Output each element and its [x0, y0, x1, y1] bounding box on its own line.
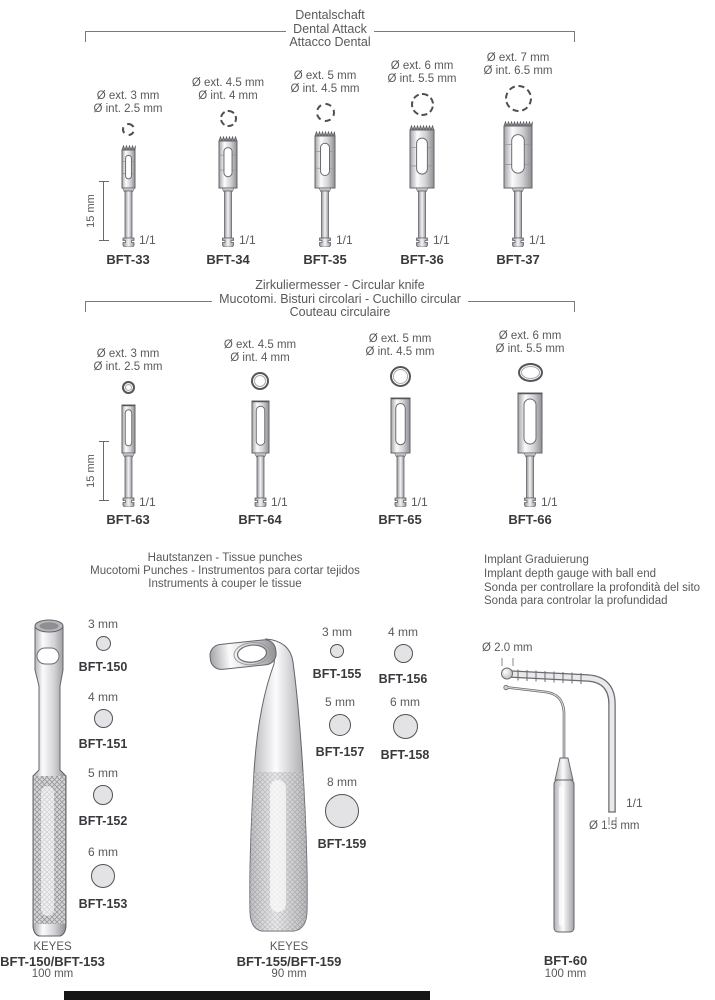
scale-label: 1/1 [239, 233, 256, 247]
punch-size-item [63, 617, 143, 674]
scale-label: 1/1 [271, 495, 288, 509]
product-code: BFT-66 [508, 512, 552, 527]
punch-size-item [63, 845, 143, 911]
punch-size-item [308, 695, 372, 759]
depth-gauge-drawing [470, 630, 700, 940]
title-line: Sonda para controlar la profundidad [484, 595, 668, 608]
diameter-spec [483, 52, 552, 78]
punch-size-item [373, 695, 437, 762]
knife-drawing [249, 399, 272, 507]
ext-diameter: Ø ext. 5 mm [368, 333, 432, 345]
footer-keyes-straight [0, 941, 105, 982]
title-line: Hautstanzen - Tissue punches [141, 552, 310, 565]
title-line: Attacco Dental [282, 36, 377, 50]
product-code: BFT-65 [378, 512, 422, 527]
int-diameter: Ø int. 6.5 mm [483, 65, 553, 77]
title-line: Zirkuliermesser - Circular knife [248, 279, 431, 293]
section-title-depth-gauge [484, 554, 700, 609]
punch-circle [330, 644, 344, 658]
scale-label: 1/1 [411, 495, 428, 509]
punch-circle [325, 794, 359, 828]
ext-diameter: Ø ext. 4.5 mm [191, 77, 265, 89]
knife-item [205, 330, 315, 527]
scale-label: 1/1 [139, 233, 156, 247]
int-diameter: Ø int. 4.5 mm [290, 83, 360, 95]
product-code: BFT-64 [238, 512, 282, 527]
crown-top-view [316, 103, 335, 122]
scale-label: 1/1 [433, 233, 450, 247]
punch-circle [96, 636, 111, 651]
product-code: BFT-37 [496, 252, 540, 267]
punch-circle [93, 785, 113, 805]
title-line: Implant Graduierung [484, 554, 589, 566]
code-range: BFT-155/BFT-159 [236, 953, 342, 969]
knife-item [345, 330, 455, 527]
brand-label: KEYES [33, 941, 72, 953]
trephine-item [73, 40, 183, 267]
ext-diameter: Ø ext. 3 mm [96, 90, 160, 102]
int-diameter: Ø int. 2.5 mm [93, 361, 163, 373]
product-code: BFT-152 [78, 814, 128, 828]
diameter-spec [93, 90, 162, 116]
title-line: Implant depth gauge with ball end [484, 567, 656, 580]
length-label: 100 mm [31, 968, 74, 980]
trephine-item [270, 40, 380, 267]
trephine-drawing [407, 125, 437, 247]
product-code: BFT-158 [380, 748, 430, 762]
size-label: 8 mm [327, 775, 357, 789]
int-diameter: Ø int. 5.5 mm [387, 73, 457, 85]
diameter-spec [93, 348, 162, 374]
trephine-drawing [216, 136, 240, 247]
code-range: BFT-150/BFT-153 [0, 953, 105, 969]
diameter-spec [495, 330, 564, 356]
title-line: Mucotomi. Bisturi circolari - Cuchillo circular [212, 293, 468, 307]
knife-top-view [251, 372, 269, 390]
size-label: 4 mm [388, 625, 418, 639]
punch-circle [91, 864, 115, 888]
punch-circle [393, 714, 418, 739]
diameter-spec [365, 333, 434, 359]
tip-diameter-label: Ø 2.0 mm [482, 642, 533, 654]
product-code: BFT-33 [106, 252, 150, 267]
crown-top-view [505, 85, 532, 112]
brand-label: KEYES [269, 941, 309, 953]
punch-size-item [63, 766, 143, 828]
size-label: 4 mm [88, 690, 118, 704]
dimension-label: 15 mm [85, 454, 97, 488]
scale-label: 1/1 [541, 495, 558, 509]
int-diameter: Ø int. 2.5 mm [93, 103, 163, 115]
ext-diameter: Ø ext. 5 mm [293, 70, 357, 82]
product-code: BFT-156 [378, 672, 428, 686]
int-diameter: Ø int. 5.5 mm [495, 343, 565, 355]
product-code: BFT-63 [106, 512, 150, 527]
punch-size-item [63, 690, 143, 751]
punch-circle [94, 709, 113, 728]
footer-depth-gauge [508, 954, 623, 981]
product-code: BFT-155 [312, 667, 362, 681]
title-line: Mucotomi Punches - Instrumentos para cortar tejidos [83, 565, 367, 578]
int-diameter: Ø int. 4 mm [230, 352, 290, 364]
section-title-knife [165, 279, 515, 320]
ext-diameter: Ø ext. 6 mm [498, 330, 562, 342]
page-bottom-bar [64, 991, 430, 1000]
crown-top-view [122, 123, 135, 136]
title-line: Instruments à couper le tissue [141, 578, 308, 591]
diameter-spec [224, 339, 296, 365]
title-line: Sonda per controllare la profondità del sito [484, 581, 701, 594]
footer-keyes-angled [230, 941, 348, 982]
int-diameter: Ø int. 4.5 mm [365, 346, 435, 358]
scale-label: 1/1 [626, 796, 643, 810]
ext-diameter: Ø ext. 4.5 mm [223, 339, 297, 351]
size-label: 3 mm [322, 625, 352, 639]
punch-circle [394, 644, 413, 663]
probe-diameter-label: Ø 1.5 mm [589, 820, 640, 832]
punch-size-item [305, 625, 369, 681]
knife-top-view [390, 366, 411, 387]
diameter-spec [192, 77, 264, 103]
size-label: 6 mm [88, 845, 118, 859]
knife-drawing [515, 391, 545, 507]
diameter-spec [290, 70, 359, 96]
title-line: Dental Attack [286, 23, 374, 37]
knife-top-view [518, 363, 543, 382]
dimension-label: 15 mm [85, 194, 97, 228]
product-code: BFT-157 [315, 745, 365, 759]
product-code: BFT-36 [400, 252, 444, 267]
crown-top-view [220, 110, 237, 127]
punch-size-item [310, 775, 374, 851]
product-code: BFT-60 [543, 953, 588, 968]
knife-item [73, 330, 183, 527]
trephine-item [463, 40, 573, 267]
size-label: 5 mm [325, 695, 355, 709]
knife-drawing [388, 396, 413, 507]
trephine-drawing [501, 121, 535, 247]
ext-diameter: Ø ext. 6 mm [390, 60, 454, 72]
trephine-drawing [312, 131, 338, 247]
section-title-punches [70, 552, 380, 591]
title-line: Dentalschaft [288, 9, 371, 23]
product-code: BFT-151 [78, 737, 128, 751]
size-label: 5 mm [88, 766, 118, 780]
crown-top-view [411, 93, 434, 116]
scale-label: 1/1 [139, 495, 156, 509]
knife-top-view [122, 381, 135, 394]
trephine-item [367, 40, 477, 267]
punch-size-item [371, 625, 435, 686]
scale-label: 1/1 [529, 233, 546, 247]
size-label: 3 mm [88, 617, 118, 631]
length-label: 90 mm [271, 968, 307, 980]
knife-drawing [119, 403, 138, 507]
product-code: BFT-150 [78, 660, 128, 674]
product-code: BFT-153 [78, 897, 128, 911]
product-code: BFT-34 [206, 252, 250, 267]
section-title-trephine [230, 9, 430, 50]
int-diameter: Ø int. 4 mm [198, 90, 258, 102]
title-line: Couteau circulaire [283, 306, 398, 320]
product-code: BFT-35 [303, 252, 347, 267]
ext-diameter: Ø ext. 3 mm [96, 348, 160, 360]
product-code: BFT-159 [317, 837, 367, 851]
trephine-item [173, 40, 283, 267]
trephine-drawing [119, 145, 138, 247]
ext-diameter: Ø ext. 7 mm [486, 52, 550, 64]
knife-item [475, 330, 585, 527]
size-label: 6 mm [390, 695, 420, 709]
diameter-spec [387, 60, 456, 86]
scale-label: 1/1 [336, 233, 353, 247]
punch-circle [329, 714, 351, 736]
length-label: 100 mm [544, 967, 587, 980]
keyes-angled-punch-drawing [200, 612, 315, 942]
